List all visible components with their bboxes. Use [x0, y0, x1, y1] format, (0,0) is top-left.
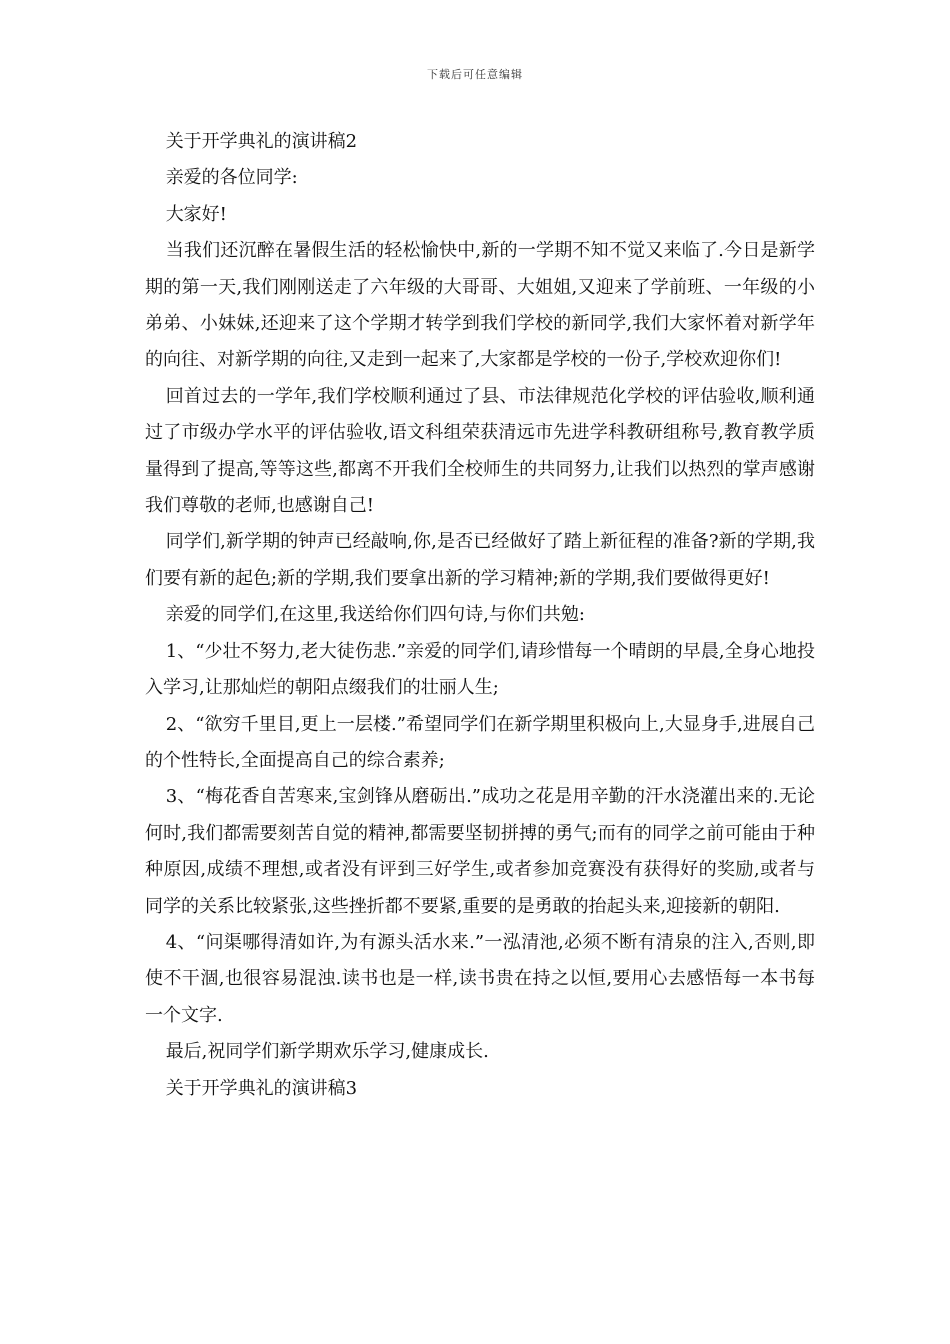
paragraph-2: 回首过去的一学年,我们学校顺利通过了县、市法律规范化学校的评估验收,顺利通过了市级办学水平的评估验收,语文科组荣获清远市先进学科教研组称号,教育教学质量得到了提高,等等这些,都离不开我们全校师生的共同努力,让我们以热烈的掌声感谢我们尊敬的老师,也感谢自己!	[145, 385, 815, 517]
closing-paragraph: 最后,祝同学们新学期欢乐学习,健康成长.	[165, 1041, 489, 1063]
paragraph-4: 亲爱的同学们,在这里,我送给你们四句诗,与你们共勉:	[165, 604, 585, 626]
section-title-2: 关于开学典礼的演讲稿2	[165, 131, 358, 152]
paragraph-3: 同学们,新学期的钟声已经敲响,你,是否已经做好了踏上新征程的准备?新的学期,我们要有新的起色;新的学期,我们要拿出新的学习精神;新的学期,我们要做得更好!	[145, 531, 815, 589]
poem-item-2: 2、“欲穷千里目,更上一层楼.”希望同学们在新学期里积极向上,大显身手,进展自己的个性特长,全面提高自己的综合素养;	[145, 713, 815, 771]
document-body	[145, 124, 815, 1107]
page-header: 下载后可任意编辑	[427, 68, 523, 81]
poem-item-1: 1、“少壮不努力,老大徒伤悲.”亲爱的同学们,请珍惜每一个晴朗的早晨,全身心地投入学习,让那灿烂的朝阳点缀我们的壮丽人生;	[145, 640, 815, 699]
poem-item-3: 3、“梅花香自苦寒来,宝剑锋从磨砺出.”成功之花是用辛勤的汗水浇灌出来的.无论何时,我们都需要刻苦自觉的精神,都需要坚韧拼搏的勇气;而有的同学之前可能由于种种原因,成绩不理想,或者没有评到三好学生,或者参加竞赛没有获得好的奖励,或者与同学的关系比较紧张,这些挫折都不要紧,重要的是勇敢的抬起头来,迎接新的朝阳.	[145, 786, 815, 917]
poem-item-4: 4、“问渠哪得清如许,为有源头活水来.”一泓清池,必须不断有清泉的注入,否则,即使不干涸,也很容易混浊.读书也是一样,读书贵在持之以恒,要用心去感悟每一本书每一个文字.	[145, 931, 815, 1026]
greeting: 大家好!	[165, 203, 227, 225]
paragraph-1: 当我们还沉醉在暑假生活的轻松愉快中,新的一学期不知不觉又来临了.今日是新学期的第一天,我们刚刚送走了六年级的大哥哥、大姐姐,又迎来了学前班、一年级的小弟弟、小妹妹,还迎来了这个学期才转学到我们学校的新同学,我们大家怀着对新学年的向往、对新学期的向往,又走到一起来了,大家都是学校的一份子,学校欢迎你们!	[145, 240, 815, 371]
salutation: 亲爱的各位同学:	[165, 167, 298, 189]
section-title-3: 关于开学典礼的演讲稿3	[165, 1077, 358, 1099]
